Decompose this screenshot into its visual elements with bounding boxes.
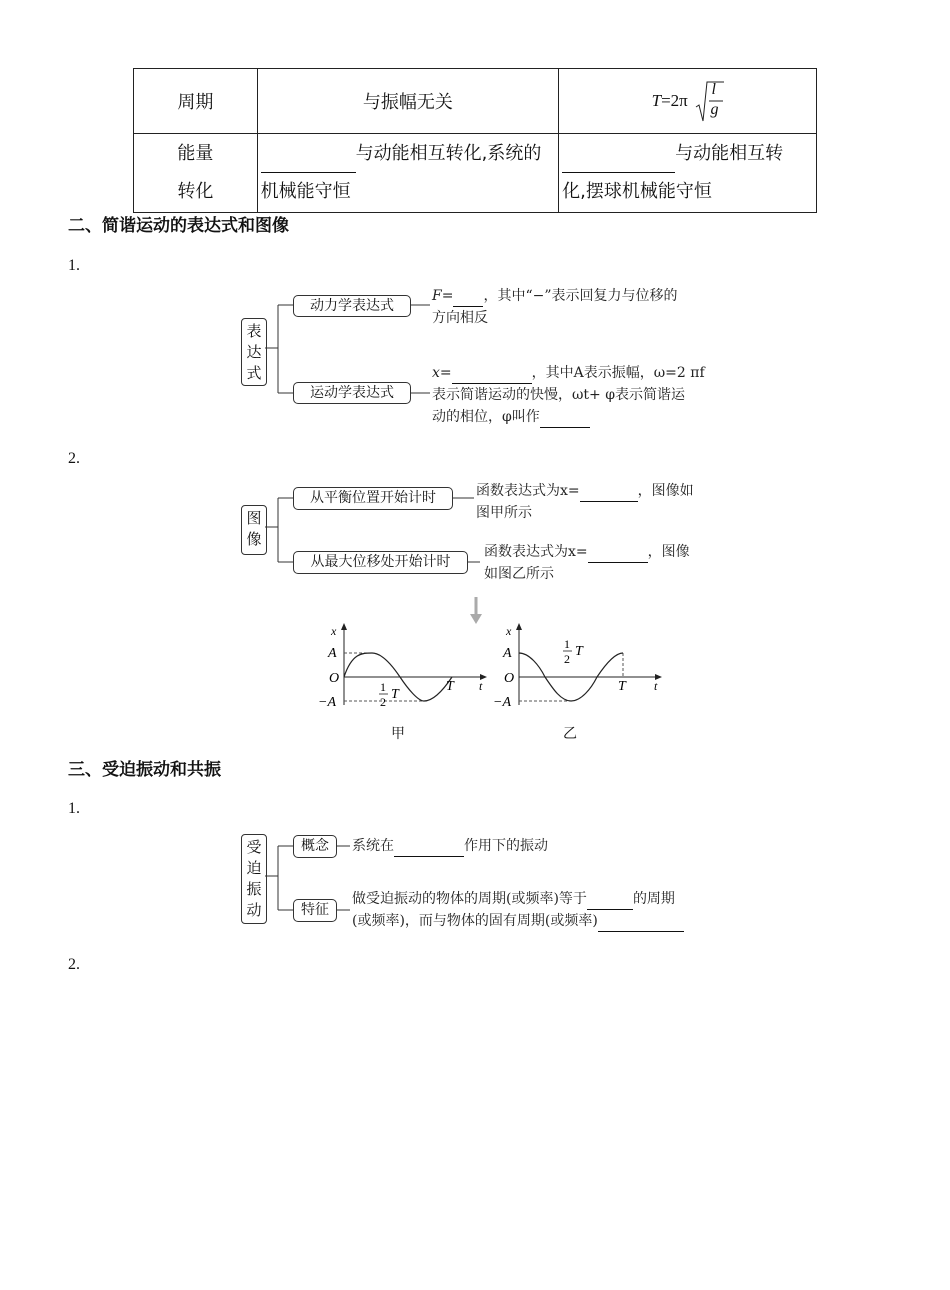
graph-yi-t-label: t bbox=[654, 679, 658, 693]
diagram1-branch-kinematics: 运动学表达式 bbox=[293, 382, 411, 404]
diagram2-root: 图像 bbox=[241, 505, 267, 555]
section2-item2-number: 2. bbox=[68, 450, 80, 467]
graph-yi-half-T: T bbox=[575, 644, 583, 659]
row-label-energy: 能量 转化 bbox=[134, 134, 258, 213]
section2-title: 二、简谐运动的表达式和图像 bbox=[68, 216, 289, 236]
section2-item1-number: 1. bbox=[68, 257, 80, 274]
graph-jia-period-label: T bbox=[446, 679, 454, 694]
table-row-period bbox=[134, 69, 817, 134]
graph-yi-amp-label: A bbox=[503, 646, 512, 661]
table-row-energy bbox=[134, 134, 817, 213]
section3-item2-number: 2. bbox=[68, 956, 80, 973]
comparison-table bbox=[133, 68, 817, 213]
section3-title: 三、受迫振动和共振 bbox=[68, 760, 221, 780]
graph-yi-period-label: T bbox=[618, 679, 626, 694]
graph-jia-neg-amp-label: −A bbox=[318, 695, 336, 710]
diagram2-equilibrium-text: 函数表达式为x= ，图像如 图甲所示 bbox=[476, 483, 694, 521]
diagram2-max-text: 函数表达式为x= ，图像 如图乙所示 bbox=[484, 544, 690, 582]
graph-jia-caption: 甲 bbox=[391, 726, 405, 742]
diagram1-branch-dynamics: 动力学表达式 bbox=[293, 295, 411, 317]
graph-yi-caption: 乙 bbox=[563, 726, 577, 742]
energy-col3: 与动能相互转 化,摆球机械能守恒 bbox=[559, 134, 817, 213]
graph-jia-amp-label: A bbox=[328, 646, 337, 661]
diagram3-branch-concept: 概念 bbox=[293, 835, 337, 858]
graph-yi-y-arrow-icon bbox=[516, 623, 522, 630]
diagram3-feature-text: 做受迫振动的物体的周期(或频率)等于 的周期 (或频率)，而与物体的固有周期(或频率) bbox=[352, 888, 717, 932]
graph-yi-half-den: 2 bbox=[564, 652, 570, 666]
graph-yi-neg-amp-label: −A bbox=[493, 695, 511, 710]
graph-jia-y-arrow-icon bbox=[341, 623, 347, 630]
graph-jia-t-label: t bbox=[479, 679, 483, 693]
graph-jia-origin-label: O bbox=[329, 671, 340, 686]
sqrt-icon bbox=[694, 79, 724, 123]
diagram2-branch-max: 从最大位移处开始计时 bbox=[293, 551, 468, 574]
graph-jia-half-num: 1 bbox=[380, 680, 386, 694]
graph-yi-origin-label: O bbox=[504, 671, 515, 686]
row-label-period: 周期 bbox=[134, 69, 258, 134]
graph-jia-half-T: T bbox=[391, 687, 399, 702]
graph-yi-x-label: x bbox=[506, 624, 512, 638]
diagram2-branch-equilibrium: 从平衡位置开始计时 bbox=[293, 487, 453, 510]
diagram1-kinematics-text: x= ，其中A表示振幅，ω=2 πf 表示简谐运动的快慢，ωt+ φ表示简谐运 动的相位，φ叫作 bbox=[432, 362, 722, 428]
section3-item1-number: 1. bbox=[68, 800, 80, 817]
diagram1-root: 表达式 bbox=[241, 318, 267, 386]
diagram3-branch-feature: 特征 bbox=[293, 899, 337, 922]
period-col2: 与振幅无关 bbox=[257, 69, 558, 134]
diagram3-concept-text: 系统在 作用下的振动 bbox=[352, 835, 712, 857]
graph-jia-half-den: 2 bbox=[380, 695, 386, 709]
diagram1-dynamics-text: F= ，其中“−”表示回复力与位移的 方向相反 bbox=[432, 288, 678, 326]
graph-jia-x-label: x bbox=[331, 624, 337, 638]
period-formula: T=2π l g bbox=[559, 69, 817, 134]
graph-yi-half-num: 1 bbox=[564, 637, 570, 651]
diagram3-root: 受迫振动 bbox=[241, 834, 267, 924]
energy-col2: 与动能相互转化,系统的 机械能守恒 bbox=[257, 134, 558, 213]
